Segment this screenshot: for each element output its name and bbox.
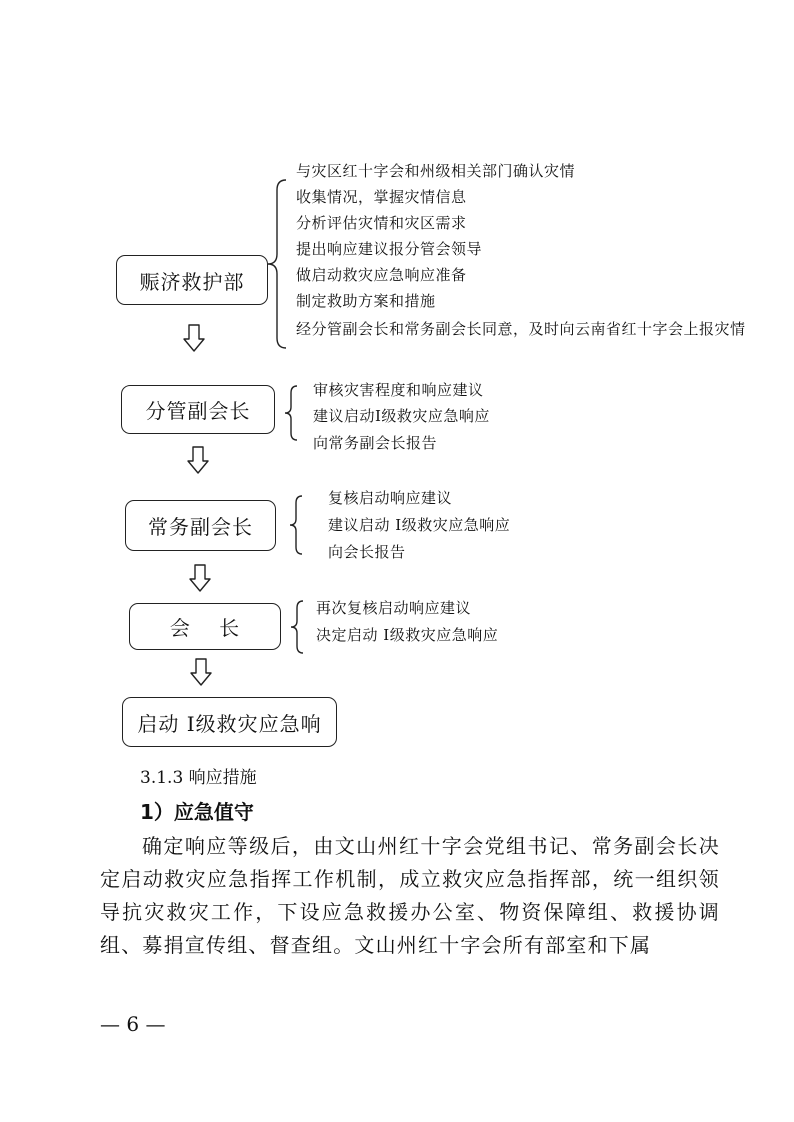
flow-box-label: 常务副会长 <box>148 515 253 539</box>
step1-item: 收集情况，掌握灾情信息 <box>296 188 467 206</box>
step1-item: 提出响应建议报分管会领导 <box>296 240 483 258</box>
down-arrow-icon <box>189 564 211 592</box>
flow-box-start-response <box>122 697 337 747</box>
flow-box-label: 启动 Ⅰ级救灾应急响 <box>137 711 322 736</box>
step1-item: 与灾区红十字会和州级相关部门确认灾情 <box>296 162 576 180</box>
flow-box-executive-deputy <box>125 500 276 551</box>
step1-item: 制定救助方案和措施 <box>296 292 436 310</box>
step2-item: 建议启动Ⅰ级救灾应急响应 <box>313 407 490 425</box>
section-subheading: 1）应急值守 <box>140 800 254 824</box>
step1-item: 做启动救灾应急响应准备 <box>296 266 467 284</box>
step1-item: 分析评估灾情和灾区需求 <box>296 214 467 232</box>
step3-item: 建议启动 Ⅰ级救灾应急响应 <box>328 516 511 534</box>
step3-item: 复核启动响应建议 <box>328 489 453 507</box>
down-arrow-icon <box>187 446 209 474</box>
flow-box-president <box>129 603 281 650</box>
brace-icon <box>289 600 305 654</box>
body-paragraph <box>100 830 720 962</box>
step2-item: 审核灾害程度和响应建议 <box>313 381 484 399</box>
down-arrow-icon <box>183 324 205 352</box>
step2-item: 向常务副会长报告 <box>313 434 438 452</box>
brace-icon <box>266 178 288 350</box>
flow-box-relief-dept <box>116 255 268 305</box>
down-arrow-icon <box>190 658 212 686</box>
brace-icon <box>288 495 304 555</box>
flow-box-label: 分管副会长 <box>145 399 251 423</box>
step3-item: 向会长报告 <box>328 543 406 561</box>
flow-box-label: 会 长 <box>169 616 241 640</box>
flow-box-deputy-president <box>121 385 275 434</box>
step1-item: 经分管副会长和常务副会长同意，及时向云南省红十字会上报灾情 <box>296 320 746 338</box>
paragraph-text: 确定响应等级后，由文山州红十字会党组书记、常务副会长决定启动救灾应急指挥工作机制，成立救灾应急指挥部，统一组织领导抗灾救灾工作，下设应急救援办公室、物资保障组、救援协调组、募捐宣传组、督查组。文山州红十字会所有部室和下属 <box>100 834 720 957</box>
step4-item: 决定启动 Ⅰ级救灾应急响应 <box>316 626 499 644</box>
flow-box-label: 赈济救护部 <box>139 269 245 294</box>
section-heading: 3.1.3 响应措施 <box>140 768 257 788</box>
step4-item: 再次复核启动响应建议 <box>316 599 472 617</box>
page-number: — 6 — <box>100 1012 166 1036</box>
brace-icon <box>283 385 299 441</box>
